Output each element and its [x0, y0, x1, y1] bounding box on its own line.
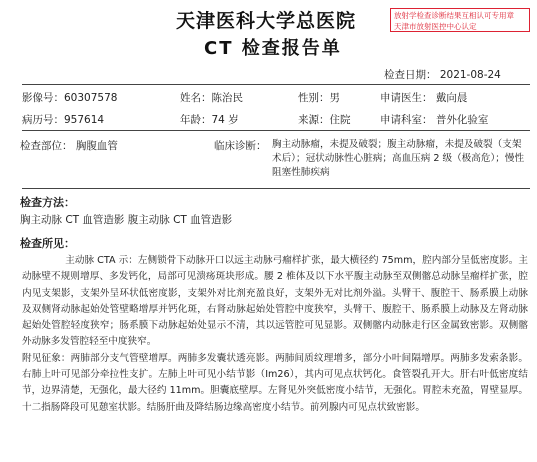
findings-title: 检查所见： — [20, 237, 75, 250]
stamp-line-1: 放射学检查诊断结果互相认可专用章 — [394, 11, 514, 20]
report-header — [0, 0, 537, 62]
method-title: 检查方法： — [20, 196, 75, 209]
certification-stamp — [390, 8, 530, 32]
divider — [22, 188, 530, 189]
image-number: 影像号：60307578 — [22, 92, 118, 104]
record-number: 病历号：957614 — [22, 114, 105, 126]
exam-part: 检查部位： 胸腹血管 — [20, 140, 118, 152]
findings-paragraph: 附见征象：两肺部分支气管壁增厚。两肺多发囊状透亮影。两肺间质纹理增多，部分小叶间隔增厚。两肺多发索条影。右肺上叶可见部分牵拉性支扩。左肺上叶可见小结节影（Im26），其内可见点状钙化。食管裂孔开大。肝右叶低密度结节，边界清楚，无强化，最大径约 11mm。胆囊底壁厚。左肾见外突低密度小结节，无强化。胃腔未充盈，胃壁显厚。十二指肠降段可见憩室状影。结肠肝曲及降结肠边缘高密度小结节。前列腺内可见点状致密影。 — [22, 352, 528, 413]
requesting-department: 申请科室： 普外化验室 — [380, 114, 489, 126]
stamp-line-2: 天津市放射医控中心认定 — [394, 22, 477, 31]
patient-age: 年龄：74 岁 — [180, 114, 239, 126]
patient-name: 姓名：陈治民 — [180, 92, 243, 104]
findings-body — [22, 253, 528, 416]
divider — [22, 130, 530, 131]
divider — [22, 84, 530, 85]
hospital-name: 天津医科大学总医院 — [176, 10, 357, 32]
patient-sex: 性别：男 — [298, 92, 340, 104]
method-text: 胸主动脉 CT 血管造影 腹主动脉 CT 血管造影 — [20, 214, 233, 226]
patient-source: 来源：住院 — [298, 114, 351, 126]
exam-date: 检查日期： 2021-08-24 — [384, 69, 501, 81]
findings-paragraph: 主动脉 CTA 示：左侧锁骨下动脉开口以远主动脉弓瘤样扩张，最大横径约 75mm，腔内部分呈低密度影。主动脉壁不规则增厚、多发钙化，局部可见溃疡斑块形成。腰 2 椎体及以下水平腹主动脉至双侧髂总动脉呈瘤样扩张，腔内见支架影，支架外呈环状低密度影，支架外对比剂充盈良好，支架外无对比剂外溢。头臂干、腹腔干、肠系膜上动脉及双侧肾动脉起始处管壁略增厚并钙化斑，右肾动脉起始处管腔中度狭窄，头臂干、腹腔干、肠系膜上动脉及左肾动脉起始处管腔轻度狭窄；肠系膜下动脉起始处显示不清，其以远管腔可见显影。双侧髂内动脉走行区金属致密影。双侧髂外动脉多发管腔轻至中度狭窄。 — [22, 255, 528, 348]
clinical-diagnosis-text: 胸主动脉瘤，未提及破裂；腹主动脉瘤，未提及破裂（支架术后）；冠状动脉性心脏病；高血压病 2 级（极高危）；慢性阻塞性肺疾病 — [272, 139, 525, 178]
report-title: CT 检查报告单 — [204, 38, 342, 59]
requesting-doctor: 申请医生： 戴向晨 — [380, 92, 468, 104]
clinical-diagnosis-label: 临床诊断： — [214, 140, 267, 152]
